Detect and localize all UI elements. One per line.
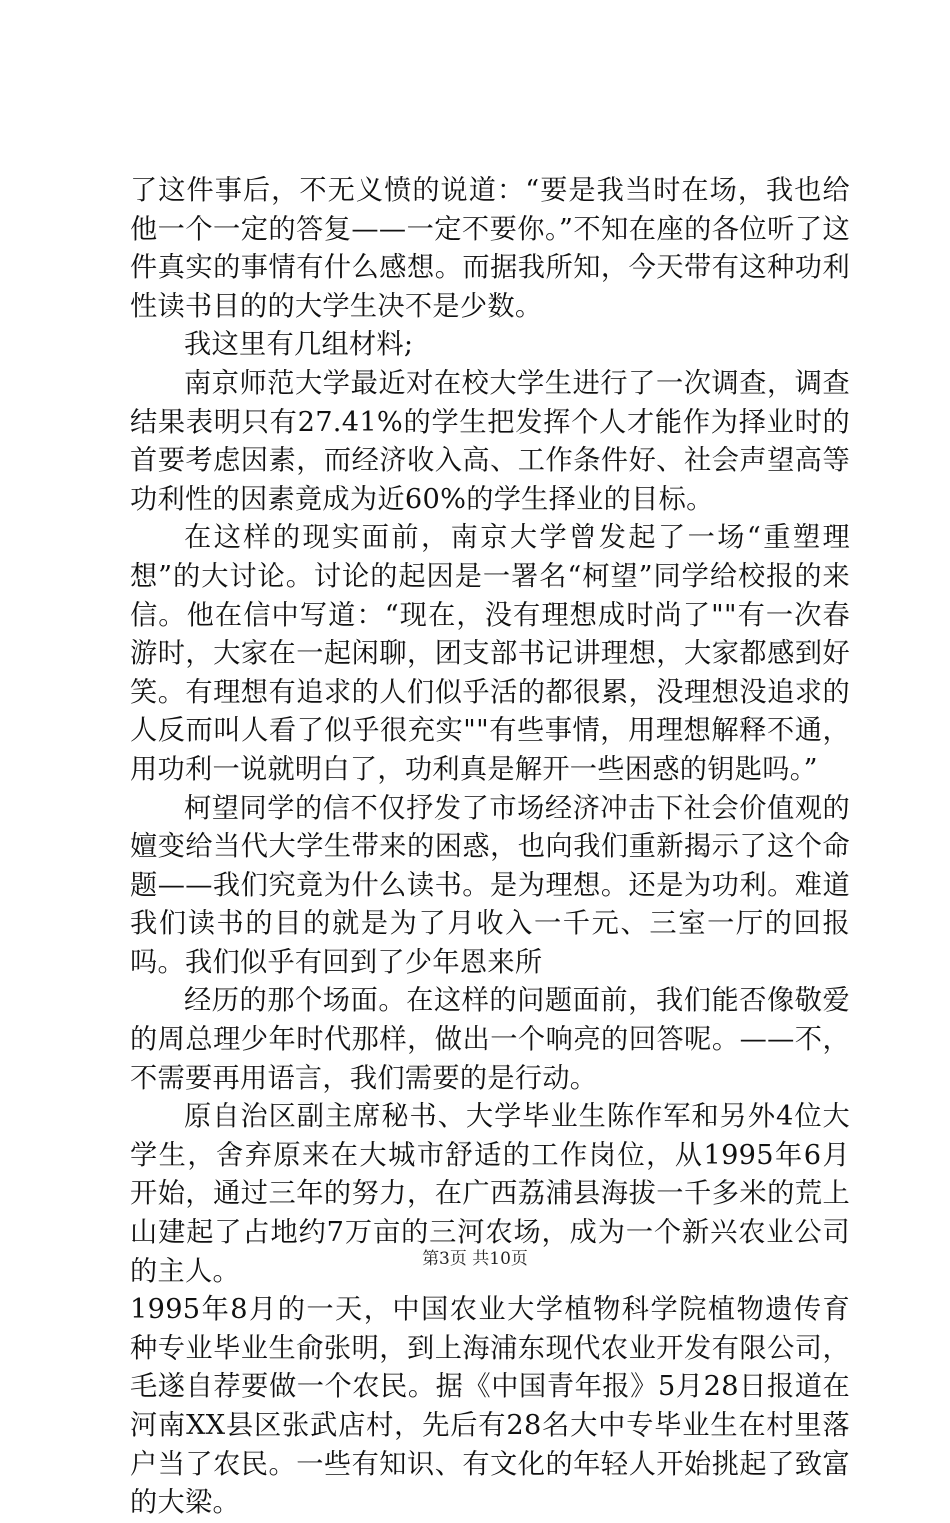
paragraph-8: 1995年8月的一天，中国农业大学植物科学院植物遗传育种专业毕业生俞张明，到上海浦东现代农业开发有限公司，毛遂自荐要做一个农民。据《中国青年报》5月28日报道在河南XX县区张武店村，先后有28名大中专毕业生在村里落户当了农民。一些有知识、有文化的年轻人开始挑起了致富的大梁。 bbox=[130, 1294, 850, 1519]
body-text bbox=[130, 172, 850, 1523]
paragraph-2: 我这里有几组材料; bbox=[184, 329, 414, 361]
paragraph-3: 南京师范大学最近对在校大学生进行了一次调查，调查结果表明只有27.41%的学生把发挥个人才能作为择业时的首要考虑因素，而经济收入高、工作条件好、社会声望高等功利性的因素竟成为近60%的学生择业的目标。 bbox=[130, 367, 850, 515]
paragraph-4: 在这样的现实面前，南京大学曾发起了一场“重塑理想”的大讨论。讨论的起因是一署名“柯望”同学给校报的来信。他在信中写道：“现在，没有理想成时尚了""有一次春游时，大家在一起闲聊，团支部书记讲理想，大家都感到好笑。有理想有追求的人们似乎活的都很累，没理想没追求的人反而叫人看了似乎很充实""有些事情，用理想解释不通，用功利一说就明白了，功利真是解开一些困惑的钥匙吗。” bbox=[130, 522, 850, 785]
paragraph-5: 柯望同学的信不仅抒发了市场经济冲击下社会价值观的嬗变给当代大学生带来的困惑，也向我们重新揭示了这个命题——我们究竟为什么读书。是为理想。还是为功利。难道我们读书的目的就是为了月收入一千元、三室一厅的回报吗。我们似乎有回到了少年恩来所 bbox=[130, 792, 850, 978]
page-number-label: 第3页 共10页 bbox=[422, 1249, 528, 1269]
paragraph-1: 了这件事后，不无义愤的说道：“要是我当时在场，我也给他一个一定的答复——一定不要你。”不知在座的各位听了这件真实的事情有什么感想。而据我所知，今天带有这种功利性读书目的的大学生决不是少数。 bbox=[130, 175, 850, 322]
paragraph-6: 经历的那个场面。在这样的问题面前，我们能否像敬爱的周总理少年时代那样，做出一个响亮的回答呢。——不，不需要再用语言，我们需要的是行动。 bbox=[130, 985, 850, 1094]
paragraph-7: 原自治区副主席秘书、大学毕业生陈作军和另外4位大学生，舍弃原来在大城市舒适的工作岗位，从1995年6月开始，通过三年的努力，在广西荔浦县海拔一千多米的荒上山建起了占地约7万亩的三河农场，成为一个新兴农业公司的主人。 bbox=[130, 1101, 850, 1287]
page-footer bbox=[0, 1244, 950, 1269]
